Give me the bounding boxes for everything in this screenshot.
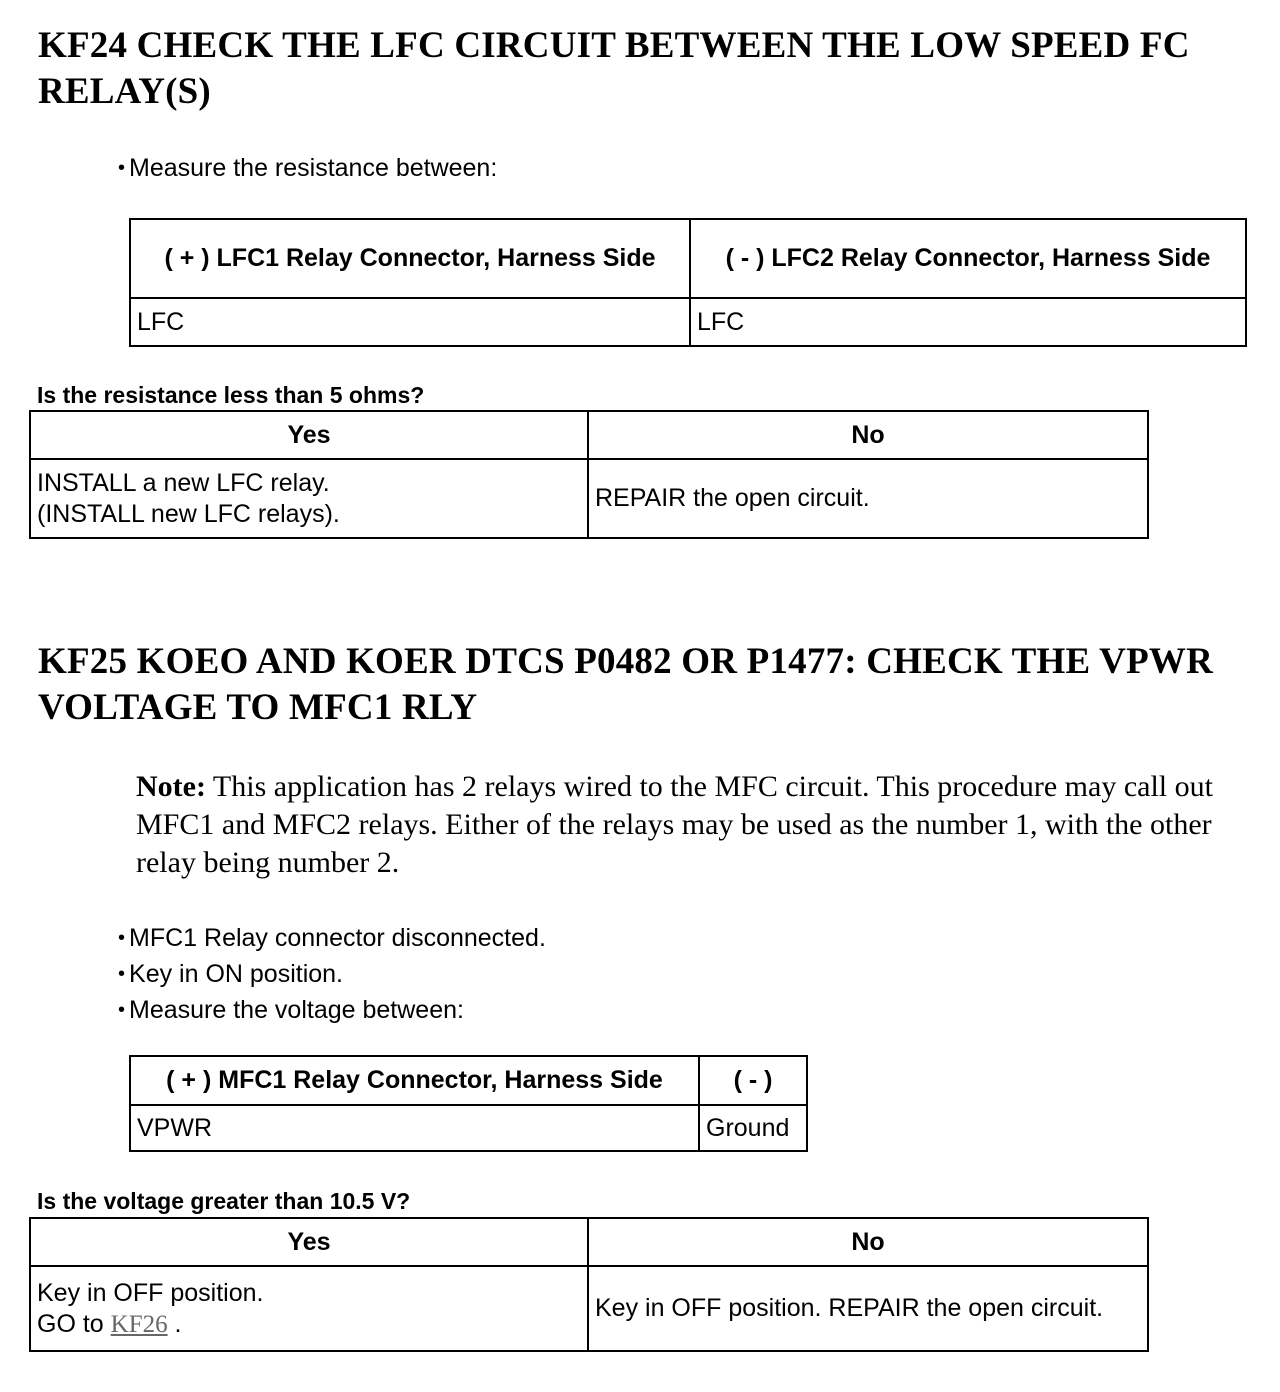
yes-cell (30, 459, 588, 538)
bullet-item: • Measure the voltage between: (118, 993, 546, 1029)
bullet-item: • Key in ON position. (118, 957, 546, 993)
no-cell: Key in OFF position. REPAIR the open circuit. (588, 1266, 1148, 1351)
go-to-suffix: . (167, 1309, 182, 1338)
kf24-bullet-list (118, 151, 497, 187)
yes-header: Yes (30, 411, 588, 459)
bullet-item: • MFC1 Relay connector disconnected. (118, 921, 546, 957)
yes-line: Key in OFF position. (37, 1278, 264, 1307)
kf26-link[interactable]: KF26 (110, 1310, 168, 1338)
table-header: ( - ) LFC2 Relay Connector, Harness Side (690, 219, 1246, 298)
kf25-measure-table (129, 1055, 808, 1152)
table-header: ( - ) (699, 1056, 807, 1105)
kf24-question: Is the resistance less than 5 ohms? (37, 382, 425, 408)
kf25-question: Is the voltage greater than 10.5 V? (37, 1188, 411, 1214)
kf24-result-table (29, 410, 1149, 539)
yes-line: INSTALL a new LFC relay. (37, 468, 330, 497)
note-paragraph (136, 768, 1246, 882)
table-cell: Ground (699, 1105, 807, 1151)
table-header: ( + ) MFC1 Relay Connector, Harness Side (130, 1056, 699, 1105)
note-label: Note: (136, 770, 206, 803)
kf24-measure-table (129, 218, 1247, 347)
table-cell: VPWR (130, 1105, 699, 1151)
no-header: No (588, 1218, 1148, 1266)
no-header: No (588, 411, 1148, 459)
yes-line: (INSTALL new LFC relays). (37, 499, 340, 528)
go-to-prefix: GO to (37, 1309, 111, 1338)
bullet-item: • Measure the resistance between: (118, 151, 497, 187)
kf25-result-table (29, 1217, 1149, 1352)
kf25-bullet-list (118, 921, 546, 1029)
note-text: This application has 2 relays wired to the MFC circuit. This procedure may call out MFC1 and MFC2 relays. Either of the relays may be used as the number 1, with the other relay being number 2. (136, 770, 1213, 879)
kf24-title: KF24 CHECK THE LFC CIRCUIT BETWEEN THE LOW SPEED FC RELAY(S) (38, 25, 1190, 112)
yes-cell (30, 1266, 588, 1351)
table-cell: LFC (130, 298, 690, 346)
kf25-title: KF25 KOEO AND KOER DTCS P0482 OR P1477: CHECK THE VPWR VOLTAGE TO MFC1 RLY (38, 641, 1214, 728)
no-cell: REPAIR the open circuit. (588, 459, 1148, 538)
table-header: ( + ) LFC1 Relay Connector, Harness Side (130, 219, 690, 298)
table-cell: LFC (690, 298, 1246, 346)
yes-header: Yes (30, 1218, 588, 1266)
yes-line (37, 1309, 581, 1340)
